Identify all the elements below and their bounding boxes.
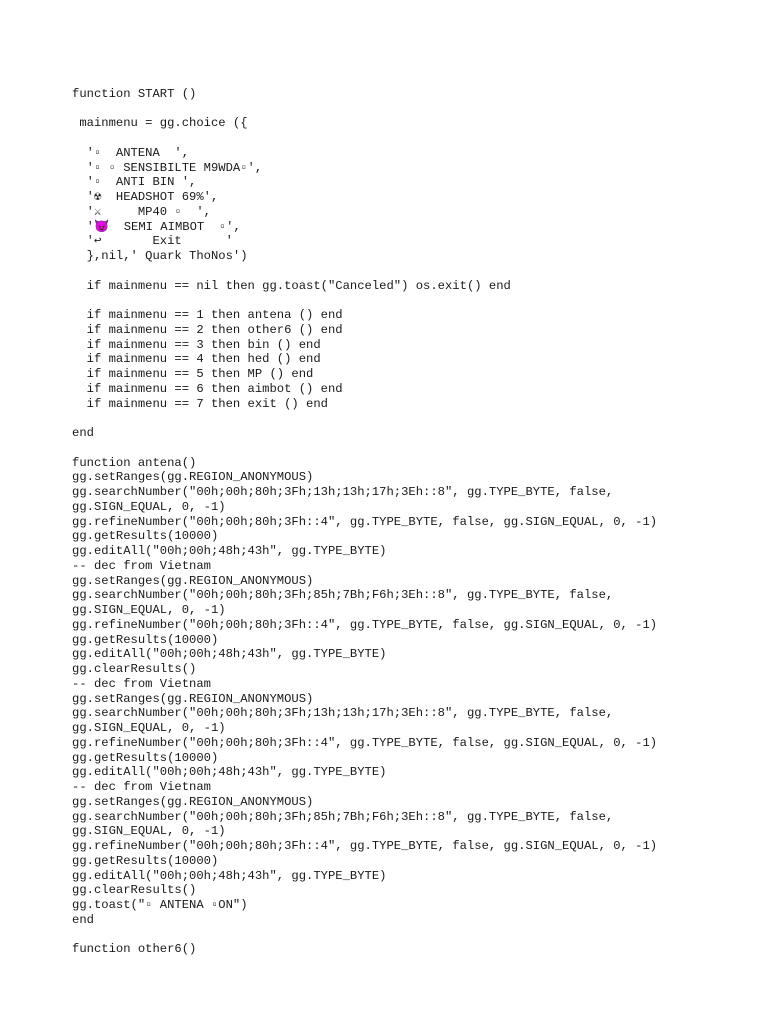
code-line: -- dec from Vietnam <box>72 558 211 573</box>
code-line: end <box>72 426 94 440</box>
code-line: gg.searchNumber("00h;00h;80h;3Fh;85h;7Bh;F6h;3Eh::8", gg.TYPE_BYTE, false, <box>72 809 614 824</box>
code-line: gg.toast("▫ ANTENA ▫ON") <box>72 898 248 912</box>
code-line: if mainmenu == 5 then MP () end <box>72 367 314 381</box>
code-line <box>72 293 752 308</box>
code-line: gg.editAll("00h;00h;48h;43h", gg.TYPE_BYTE) <box>72 647 387 662</box>
code-line: gg.setRanges(gg.REGION_ANONYMOUS) <box>72 691 314 706</box>
code-line: gg.SIGN_EQUAL, 0, -1) <box>72 499 226 514</box>
code-line: function START () <box>72 86 197 101</box>
code-line: gg.searchNumber("00h;00h;80h;3Fh;13h;13h;17h;3Eh::8", gg.TYPE_BYTE, false, <box>72 706 614 721</box>
code-line: if mainmenu == 4 then hed () end <box>72 352 321 367</box>
code-line: gg.refineNumber("00h;00h;80h;3Fh::4", gg.TYPE_BYTE, false, gg.SIGN_EQUAL, 0, -1) <box>72 514 658 529</box>
code-line: gg.clearResults() <box>72 883 197 898</box>
code-line: '▫ ▫ SENSIBILTE M9WDA▫', <box>72 160 263 175</box>
code-line: gg.refineNumber("00h;00h;80h;3Fh::4", gg.TYPE_BYTE, false, gg.SIGN_EQUAL, 0, -1) <box>72 735 658 750</box>
code-line: '↩ Exit ' <box>72 234 233 249</box>
code-line: gg.SIGN_EQUAL, 0, -1) <box>72 824 226 839</box>
code-line: if mainmenu == 3 then bin () end <box>72 337 321 352</box>
code-line: end <box>72 912 94 927</box>
code-line: mainmenu = gg.choice ({ <box>72 116 248 131</box>
code-line: '▫ ANTENA ', <box>72 145 190 160</box>
code-line: gg.setRanges(gg.REGION_ANONYMOUS) <box>72 470 314 485</box>
code-line: gg.editAll("00h;00h;48h;43h", gg.TYPE_BYTE) <box>72 544 387 558</box>
code-line: '😈 SEMI AIMBOT ▫', <box>72 219 241 234</box>
code-line: if mainmenu == 6 then aimbot () end <box>72 381 343 396</box>
code-line <box>72 72 752 87</box>
code-line <box>72 131 752 146</box>
code-line: gg.setRanges(gg.REGION_ANONYMOUS) <box>72 794 314 809</box>
code-line: gg.refineNumber("00h;00h;80h;3Fh::4", gg.TYPE_BYTE, false, gg.SIGN_EQUAL, 0, -1) <box>72 617 658 632</box>
code-line: function antena() <box>72 455 197 470</box>
code-line: gg.searchNumber("00h;00h;80h;3Fh;13h;13h;17h;3Eh::8", gg.TYPE_BYTE, false, <box>72 485 614 499</box>
code-line: '▫ ANTI BIN ', <box>72 175 197 190</box>
code-line: gg.refineNumber("00h;00h;80h;3Fh::4", gg.TYPE_BYTE, false, gg.SIGN_EQUAL, 0, -1) <box>72 839 658 853</box>
code-line: gg.editAll("00h;00h;48h;43h", gg.TYPE_BYTE) <box>72 868 387 883</box>
code-line: '⚔ MP40 ▫ ', <box>72 204 211 219</box>
code-line <box>72 102 752 117</box>
code-document <box>72 72 752 957</box>
code-line <box>72 264 752 279</box>
code-line: if mainmenu == 2 then other6 () end <box>72 322 343 337</box>
code-line: gg.clearResults() <box>72 662 197 676</box>
code-line: if mainmenu == 7 then exit () end <box>72 396 328 411</box>
code-line: if mainmenu == 1 then antena () end <box>72 308 343 322</box>
code-line: function other6() <box>72 942 197 957</box>
code-line: gg.getResults(10000) <box>72 632 219 647</box>
code-line: '☢ HEADSHOT 69%', <box>72 190 219 204</box>
code-line: gg.getResults(10000) <box>72 750 219 765</box>
code-line: gg.SIGN_EQUAL, 0, -1) <box>72 603 226 617</box>
code-line: -- dec from Vietnam <box>72 780 211 794</box>
code-line: if mainmenu == nil then gg.toast("Canceled") os.exit() end <box>72 278 511 293</box>
code-block <box>72 72 752 957</box>
code-line <box>72 928 752 943</box>
code-line: -- dec from Vietnam <box>72 676 211 691</box>
code-line: gg.getResults(10000) <box>72 529 219 544</box>
code-line: gg.editAll("00h;00h;48h;43h", gg.TYPE_BYTE) <box>72 765 387 780</box>
code-line <box>72 411 752 426</box>
code-line: gg.SIGN_EQUAL, 0, -1) <box>72 721 226 735</box>
code-line <box>72 441 752 456</box>
code-line: gg.setRanges(gg.REGION_ANONYMOUS) <box>72 573 314 588</box>
code-line: },nil,' Quark ThoNos') <box>72 249 248 263</box>
code-line: gg.searchNumber("00h;00h;80h;3Fh;85h;7Bh;F6h;3Eh::8", gg.TYPE_BYTE, false, <box>72 588 614 603</box>
code-line: gg.getResults(10000) <box>72 853 219 868</box>
